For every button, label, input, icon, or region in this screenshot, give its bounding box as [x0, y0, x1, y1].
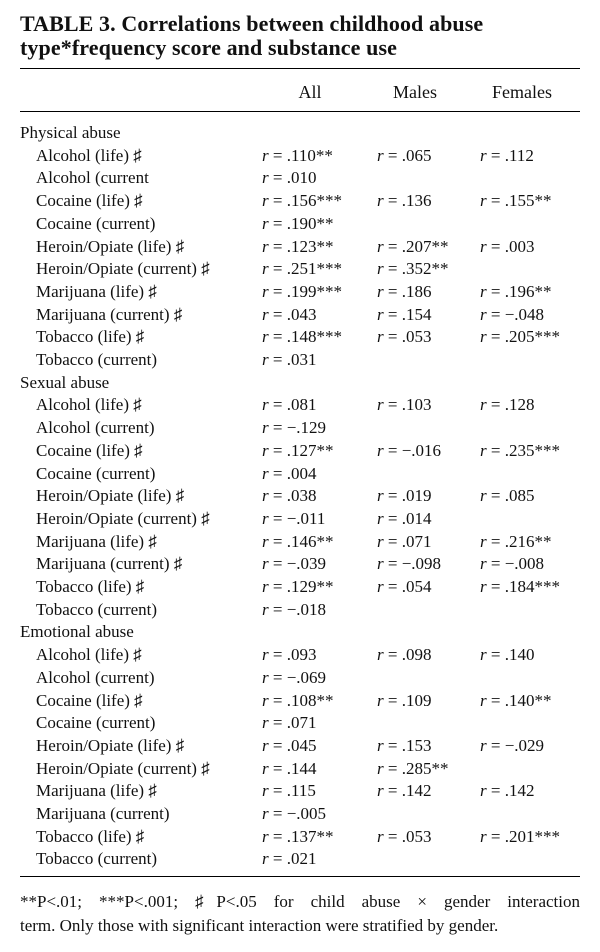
section-header-row — [0, 621, 600, 643]
row-label: Heroin/Opiate (current) ♯ — [36, 508, 210, 528]
cell-males: r = .153 — [377, 735, 432, 755]
cell-all: r = .045 — [262, 735, 317, 755]
column-header-all: All — [298, 82, 322, 102]
section-label: Sexual abuse — [20, 372, 110, 392]
cell-all: r = .038 — [262, 486, 317, 506]
cell-females: r = −.048 — [480, 304, 545, 324]
cell-males: r = .285** — [377, 758, 449, 778]
table-row — [0, 690, 600, 712]
cell-all: r = .115 — [262, 781, 316, 801]
table-row — [0, 803, 600, 825]
section-label: Physical abuse — [20, 123, 121, 142]
cell-all: r = .144 — [262, 758, 317, 778]
row-label: Marijuana (current) ♯ — [36, 554, 183, 574]
row-label: Heroin/Opiate (life) ♯ — [36, 735, 185, 755]
table-title-line1: TABLE 3. Correlations between childhood abuse — [20, 11, 484, 36]
cell-all: r = −.069 — [262, 667, 327, 687]
table-row — [0, 553, 600, 575]
cell-all: r = .127** — [262, 440, 334, 460]
table-row — [0, 258, 600, 280]
cell-all: r = −.005 — [262, 804, 327, 823]
cell-all: r = .251*** — [262, 259, 342, 279]
cell-males: r = .065 — [377, 145, 432, 165]
cell-males: r = .186 — [377, 281, 432, 301]
cell-all: r = .123** — [262, 236, 334, 256]
cell-females: r = .085 — [480, 486, 535, 506]
row-label: Alcohol (life) ♯ — [36, 645, 142, 665]
cell-males: r = .019 — [377, 486, 432, 506]
table-row — [0, 417, 600, 439]
row-label: Cocaine (life) ♯ — [36, 690, 143, 710]
table-row — [0, 485, 600, 507]
table-row — [0, 712, 600, 734]
row-label: Heroin/Opiate (life) ♯ — [36, 236, 185, 256]
cell-males: r = .053 — [377, 327, 432, 347]
cell-males: r = .053 — [377, 826, 432, 846]
table-row — [0, 599, 600, 621]
table-row — [0, 281, 600, 303]
cell-females: r = .003 — [480, 236, 535, 256]
cell-males: r = .071 — [377, 531, 432, 551]
row-label: Tobacco (current) — [36, 350, 158, 369]
table-row — [0, 236, 600, 258]
cell-males: r = .014 — [377, 508, 432, 528]
table-row — [0, 667, 600, 689]
section-header-row — [0, 122, 600, 144]
cell-all: r = .110** — [262, 145, 333, 165]
table-title-line2: type*frequency score and substance use — [20, 35, 397, 60]
cell-all: r = .146** — [262, 531, 334, 551]
table-row — [0, 440, 600, 462]
cell-all: r = .081 — [262, 395, 317, 415]
row-label: Heroin/Opiate (life) ♯ — [36, 486, 185, 506]
row-label: Cocaine (life) ♯ — [36, 440, 143, 460]
row-label: Cocaine (current) — [36, 463, 156, 483]
footnote-line1: **P<.01; ***P<.001; ♯P<.05 for child abuse × gender interaction — [20, 892, 580, 911]
top-rule — [20, 68, 580, 69]
row-label: Marijuana (current) — [36, 804, 170, 823]
cell-all: r = .137** — [262, 826, 334, 846]
cell-all: r = −.011 — [262, 508, 326, 528]
row-label: Tobacco (current) — [36, 599, 158, 619]
row-label: Marijuana (life) ♯ — [36, 781, 157, 801]
row-label: Marijuana (current) ♯ — [36, 304, 183, 324]
table-row — [0, 167, 600, 189]
row-label: Heroin/Opiate (current) ♯ — [36, 758, 210, 778]
cell-all: r = .043 — [262, 304, 317, 324]
table-row — [0, 508, 600, 530]
row-label: Heroin/Opiate (current) ♯ — [36, 259, 210, 279]
column-header-males: Males — [393, 82, 437, 102]
cell-all: r = .010 — [262, 168, 317, 188]
row-label: Tobacco (current) — [36, 849, 158, 869]
row-label: Tobacco (life) ♯ — [36, 577, 145, 596]
cell-males: r = .109 — [377, 690, 432, 710]
cell-males: r = .352** — [377, 259, 449, 279]
cell-all: r = .156*** — [262, 191, 342, 211]
cell-all: r = .004 — [262, 463, 317, 483]
table-row — [0, 326, 600, 348]
cell-males: r = −.098 — [377, 554, 442, 574]
cell-all: r = .199*** — [262, 281, 342, 301]
cell-all: r = .190** — [262, 213, 334, 233]
row-label: Cocaine (life) ♯ — [36, 191, 143, 211]
cell-females: r = .205*** — [480, 327, 560, 347]
row-label: Alcohol (current) — [36, 418, 155, 438]
row-label: Marijuana (life) ♯ — [36, 281, 157, 301]
table-row — [0, 531, 600, 553]
footnote-line2: term. Only those with significant interaction were stratified by gender. — [20, 916, 499, 935]
cell-males: r = .136 — [377, 191, 432, 211]
table-row — [0, 349, 600, 371]
table-row — [0, 304, 600, 326]
bottom-rule — [20, 876, 580, 877]
row-label: Tobacco (life) ♯ — [36, 327, 145, 347]
cell-females: r = .235*** — [480, 440, 560, 460]
cell-females: r = .196** — [480, 281, 552, 301]
cell-all: r = .031 — [262, 350, 317, 369]
row-label: Tobacco (life) ♯ — [36, 826, 145, 846]
cell-females: r = .201*** — [480, 826, 560, 846]
cell-all: r = −.018 — [262, 599, 327, 619]
table-row — [0, 735, 600, 757]
cell-females: r = .155** — [480, 191, 552, 211]
table-row — [0, 848, 600, 870]
cell-females: r = −.008 — [480, 554, 545, 574]
table-row — [0, 213, 600, 235]
cell-females: r = .140** — [480, 690, 552, 710]
cell-females: r = −.029 — [480, 735, 545, 755]
cell-males: r = .207** — [377, 236, 449, 256]
cell-males: r = .154 — [377, 304, 432, 324]
row-label: Alcohol (life) ♯ — [36, 145, 142, 165]
cell-males: r = −.016 — [377, 440, 442, 460]
table-row — [0, 576, 600, 598]
cell-females: r = .216** — [480, 531, 552, 551]
cell-females: r = .140 — [480, 645, 535, 665]
table-row — [0, 145, 600, 167]
row-label: Alcohol (life) ♯ — [36, 395, 142, 415]
table-row — [0, 463, 600, 485]
cell-all: r = .108** — [262, 690, 334, 710]
cell-females: r = .184*** — [480, 577, 560, 596]
table-title — [20, 12, 580, 60]
cell-all: r = .093 — [262, 645, 317, 665]
cell-all: r = −.039 — [262, 554, 327, 574]
cell-all: r = .071 — [262, 713, 317, 733]
cell-females: r = .128 — [480, 395, 535, 415]
table-row — [0, 780, 600, 802]
table-footnote — [20, 890, 580, 938]
section-header-row — [0, 372, 600, 394]
table-row — [0, 826, 600, 848]
column-header-females: Females — [492, 82, 552, 102]
cell-all: r = .129** — [262, 577, 334, 596]
row-label: Alcohol (current — [36, 168, 149, 188]
table-row — [0, 758, 600, 780]
section-label: Emotional abuse — [20, 622, 134, 642]
row-label: Alcohol (current) — [36, 667, 155, 687]
cell-males: r = .142 — [377, 781, 432, 801]
cell-all: r = −.129 — [262, 418, 327, 438]
cell-males: r = .103 — [377, 395, 432, 415]
cell-all: r = .021 — [262, 849, 317, 869]
table-row — [0, 394, 600, 416]
row-label: Cocaine (current) — [36, 213, 156, 233]
cell-females: r = .112 — [480, 145, 534, 165]
row-label: Marijuana (life) ♯ — [36, 531, 157, 551]
cell-males: r = .098 — [377, 645, 432, 665]
table-row — [0, 644, 600, 666]
cell-all: r = .148*** — [262, 327, 342, 347]
row-label: Cocaine (current) — [36, 713, 156, 733]
header-rule — [20, 111, 580, 112]
cell-males: r = .054 — [377, 577, 432, 596]
cell-females: r = .142 — [480, 781, 535, 801]
table-row — [0, 190, 600, 212]
